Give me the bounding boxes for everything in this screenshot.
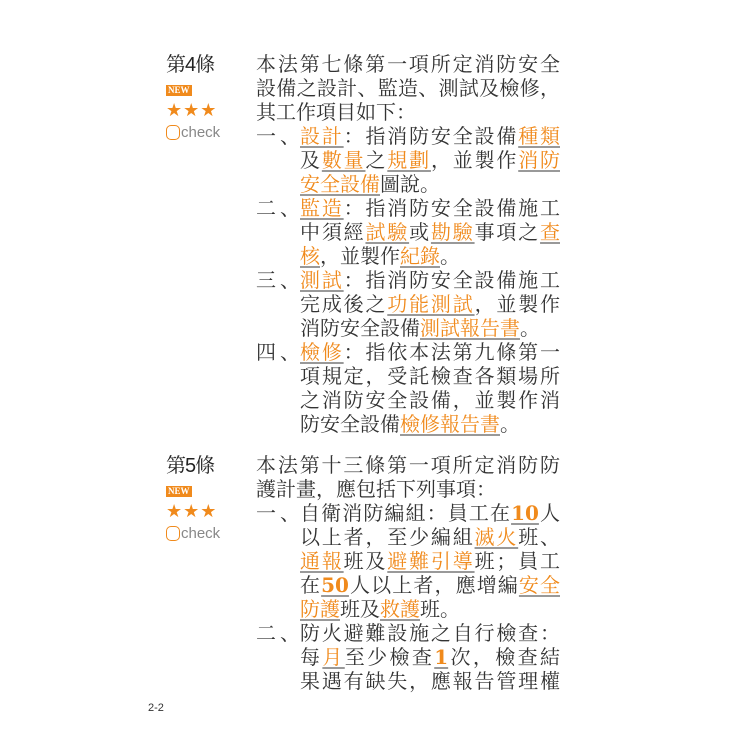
text-segment: 人 bbox=[538, 501, 560, 525]
text-line bbox=[300, 172, 560, 196]
article-title: 第5條 bbox=[166, 455, 215, 477]
text-segment: 消防安全設備 bbox=[300, 316, 420, 340]
text-segment: 班。 bbox=[420, 597, 460, 621]
text-line bbox=[300, 412, 560, 436]
keyword-highlight: 1 bbox=[434, 645, 449, 669]
text-segment: 本法第七條第一項所定消防安全 bbox=[256, 52, 560, 76]
text-line bbox=[256, 52, 560, 76]
checkbox-icon[interactable] bbox=[166, 526, 180, 541]
text-line bbox=[256, 268, 560, 292]
keyword-highlight: 勘驗 bbox=[430, 220, 475, 244]
keyword-highlight: 防護 bbox=[300, 597, 340, 621]
keyword-highlight: 測試 bbox=[300, 268, 344, 292]
check-toggle[interactable] bbox=[166, 525, 236, 542]
text-line bbox=[300, 645, 560, 669]
text-segment: ，並製作 bbox=[430, 148, 519, 172]
text-segment: 班、 bbox=[518, 525, 560, 549]
item-number: 四、 bbox=[256, 340, 300, 364]
item-text bbox=[300, 340, 560, 364]
text-line bbox=[300, 148, 560, 172]
keyword-highlight: 50 bbox=[321, 573, 349, 597]
text-line bbox=[256, 340, 560, 364]
text-line bbox=[256, 501, 560, 525]
text-segment: 。 bbox=[500, 412, 520, 436]
text-line bbox=[300, 364, 560, 388]
text-segment: 圖說。 bbox=[380, 172, 440, 196]
text-segment: 在 bbox=[300, 573, 322, 597]
text-line bbox=[300, 573, 560, 597]
keyword-highlight: 檢修 bbox=[300, 340, 344, 364]
item-number: 一、 bbox=[256, 124, 300, 148]
star-rating-icon: ★★★ bbox=[166, 100, 218, 121]
text-line bbox=[300, 220, 560, 244]
keyword-highlight: 監造 bbox=[300, 196, 344, 220]
text-line bbox=[300, 388, 560, 412]
article-sidebar bbox=[166, 453, 236, 542]
text-segment: 中須經 bbox=[300, 220, 366, 244]
item-text bbox=[300, 621, 560, 645]
text-segment: 之消防安全設備，並製作消 bbox=[300, 388, 560, 412]
text-segment: 之 bbox=[365, 148, 388, 172]
text-segment: 項規定，受託檢查各類場所 bbox=[300, 364, 560, 388]
new-badge: NEW bbox=[168, 486, 190, 496]
item-text bbox=[300, 124, 560, 148]
item-text bbox=[300, 196, 560, 220]
text-segment: 。 bbox=[520, 316, 540, 340]
text-line bbox=[300, 549, 560, 573]
text-line bbox=[256, 621, 560, 645]
keyword-highlight: 設計 bbox=[300, 124, 344, 148]
text-segment: ：指消防安全設備 bbox=[343, 124, 519, 148]
text-segment: 。 bbox=[440, 244, 460, 268]
text-segment: 班及 bbox=[340, 597, 380, 621]
keyword-highlight: 安全設備 bbox=[300, 172, 380, 196]
keyword-highlight: 查 bbox=[540, 220, 560, 244]
text-segment: 本法第十三條第一項所定消防防 bbox=[256, 453, 560, 477]
text-line bbox=[256, 453, 560, 477]
text-segment: ：指消防安全設備施工 bbox=[343, 196, 560, 220]
text-segment: 防火避難設施之自行檢查： bbox=[300, 621, 560, 645]
keyword-highlight: 月 bbox=[322, 645, 345, 669]
article-body bbox=[256, 52, 560, 436]
text-line bbox=[256, 124, 560, 148]
keyword-highlight: 試驗 bbox=[365, 220, 410, 244]
text-segment: 班；員工 bbox=[474, 549, 560, 573]
item-number: 一、 bbox=[256, 501, 300, 525]
new-badge: NEW bbox=[168, 85, 190, 95]
text-line bbox=[300, 316, 560, 340]
text-segment: 自衛消防編組：員工在 bbox=[300, 501, 512, 525]
keyword-highlight: 滅火 bbox=[474, 525, 519, 549]
text-segment: ：指消防安全設備施工 bbox=[343, 268, 560, 292]
keyword-highlight: 功能測試 bbox=[387, 292, 475, 316]
article-title: 第4條 bbox=[166, 54, 215, 76]
text-segment: 以上者，至少編組 bbox=[300, 525, 475, 549]
keyword-highlight: 測試報告書 bbox=[420, 316, 520, 340]
check-label: check bbox=[181, 525, 221, 542]
item-number: 二、 bbox=[256, 621, 300, 645]
text-segment: ：指依本法第九條第一 bbox=[343, 340, 560, 364]
text-segment: 防安全設備 bbox=[300, 412, 400, 436]
text-line bbox=[256, 196, 560, 220]
article-body bbox=[256, 453, 560, 693]
keyword-highlight: 安全 bbox=[518, 573, 560, 597]
check-label: check bbox=[181, 124, 221, 141]
keyword-highlight: 規劃 bbox=[387, 148, 431, 172]
text-segment: 次，檢查結 bbox=[448, 645, 560, 669]
text-line bbox=[300, 244, 560, 268]
text-segment: 其工作項目如下： bbox=[256, 100, 416, 124]
keyword-highlight: 10 bbox=[511, 501, 539, 525]
text-segment: 班及 bbox=[343, 549, 388, 573]
keyword-highlight: 數量 bbox=[321, 148, 366, 172]
article-sidebar bbox=[166, 52, 236, 141]
keyword-highlight: 通報 bbox=[300, 549, 344, 573]
text-segment: 每 bbox=[300, 645, 323, 669]
check-toggle[interactable] bbox=[166, 124, 236, 141]
item-text bbox=[300, 268, 560, 292]
text-segment: 事項之 bbox=[474, 220, 541, 244]
text-segment: 至少檢查 bbox=[344, 645, 435, 669]
text-segment: 護計畫，應包括下列事項： bbox=[256, 477, 496, 501]
keyword-highlight: 消防 bbox=[518, 148, 560, 172]
page-number: 2-2 bbox=[148, 702, 164, 714]
text-segment: 或 bbox=[409, 220, 431, 244]
text-segment: ，並製作 bbox=[474, 292, 560, 316]
keyword-highlight: 檢修報告書 bbox=[400, 412, 500, 436]
keyword-highlight: 紀錄 bbox=[400, 244, 440, 268]
text-segment: 及 bbox=[300, 148, 322, 172]
keyword-highlight: 種類 bbox=[518, 124, 560, 148]
keyword-highlight: 核 bbox=[300, 244, 320, 268]
text-segment: 完成後之 bbox=[300, 292, 388, 316]
item-number: 三、 bbox=[256, 268, 300, 292]
text-line bbox=[300, 669, 560, 693]
text-segment: ，並製作 bbox=[320, 244, 400, 268]
item-number: 二、 bbox=[256, 196, 300, 220]
text-line bbox=[300, 292, 560, 316]
text-line bbox=[300, 525, 560, 549]
keyword-highlight: 救護 bbox=[380, 597, 420, 621]
text-segment: 果遇有缺失，應報告管理權 bbox=[300, 669, 560, 693]
text-line bbox=[300, 597, 560, 621]
checkbox-icon[interactable] bbox=[166, 125, 180, 140]
item-text bbox=[300, 501, 560, 525]
text-segment: 設備之設計、監造、測試及檢修， bbox=[256, 76, 560, 100]
keyword-highlight: 避難引導 bbox=[387, 549, 475, 573]
text-line bbox=[256, 76, 560, 100]
text-segment: 人以上者，應增編 bbox=[348, 573, 519, 597]
star-rating-icon: ★★★ bbox=[166, 501, 218, 522]
text-line bbox=[256, 100, 560, 124]
text-line bbox=[256, 477, 560, 501]
